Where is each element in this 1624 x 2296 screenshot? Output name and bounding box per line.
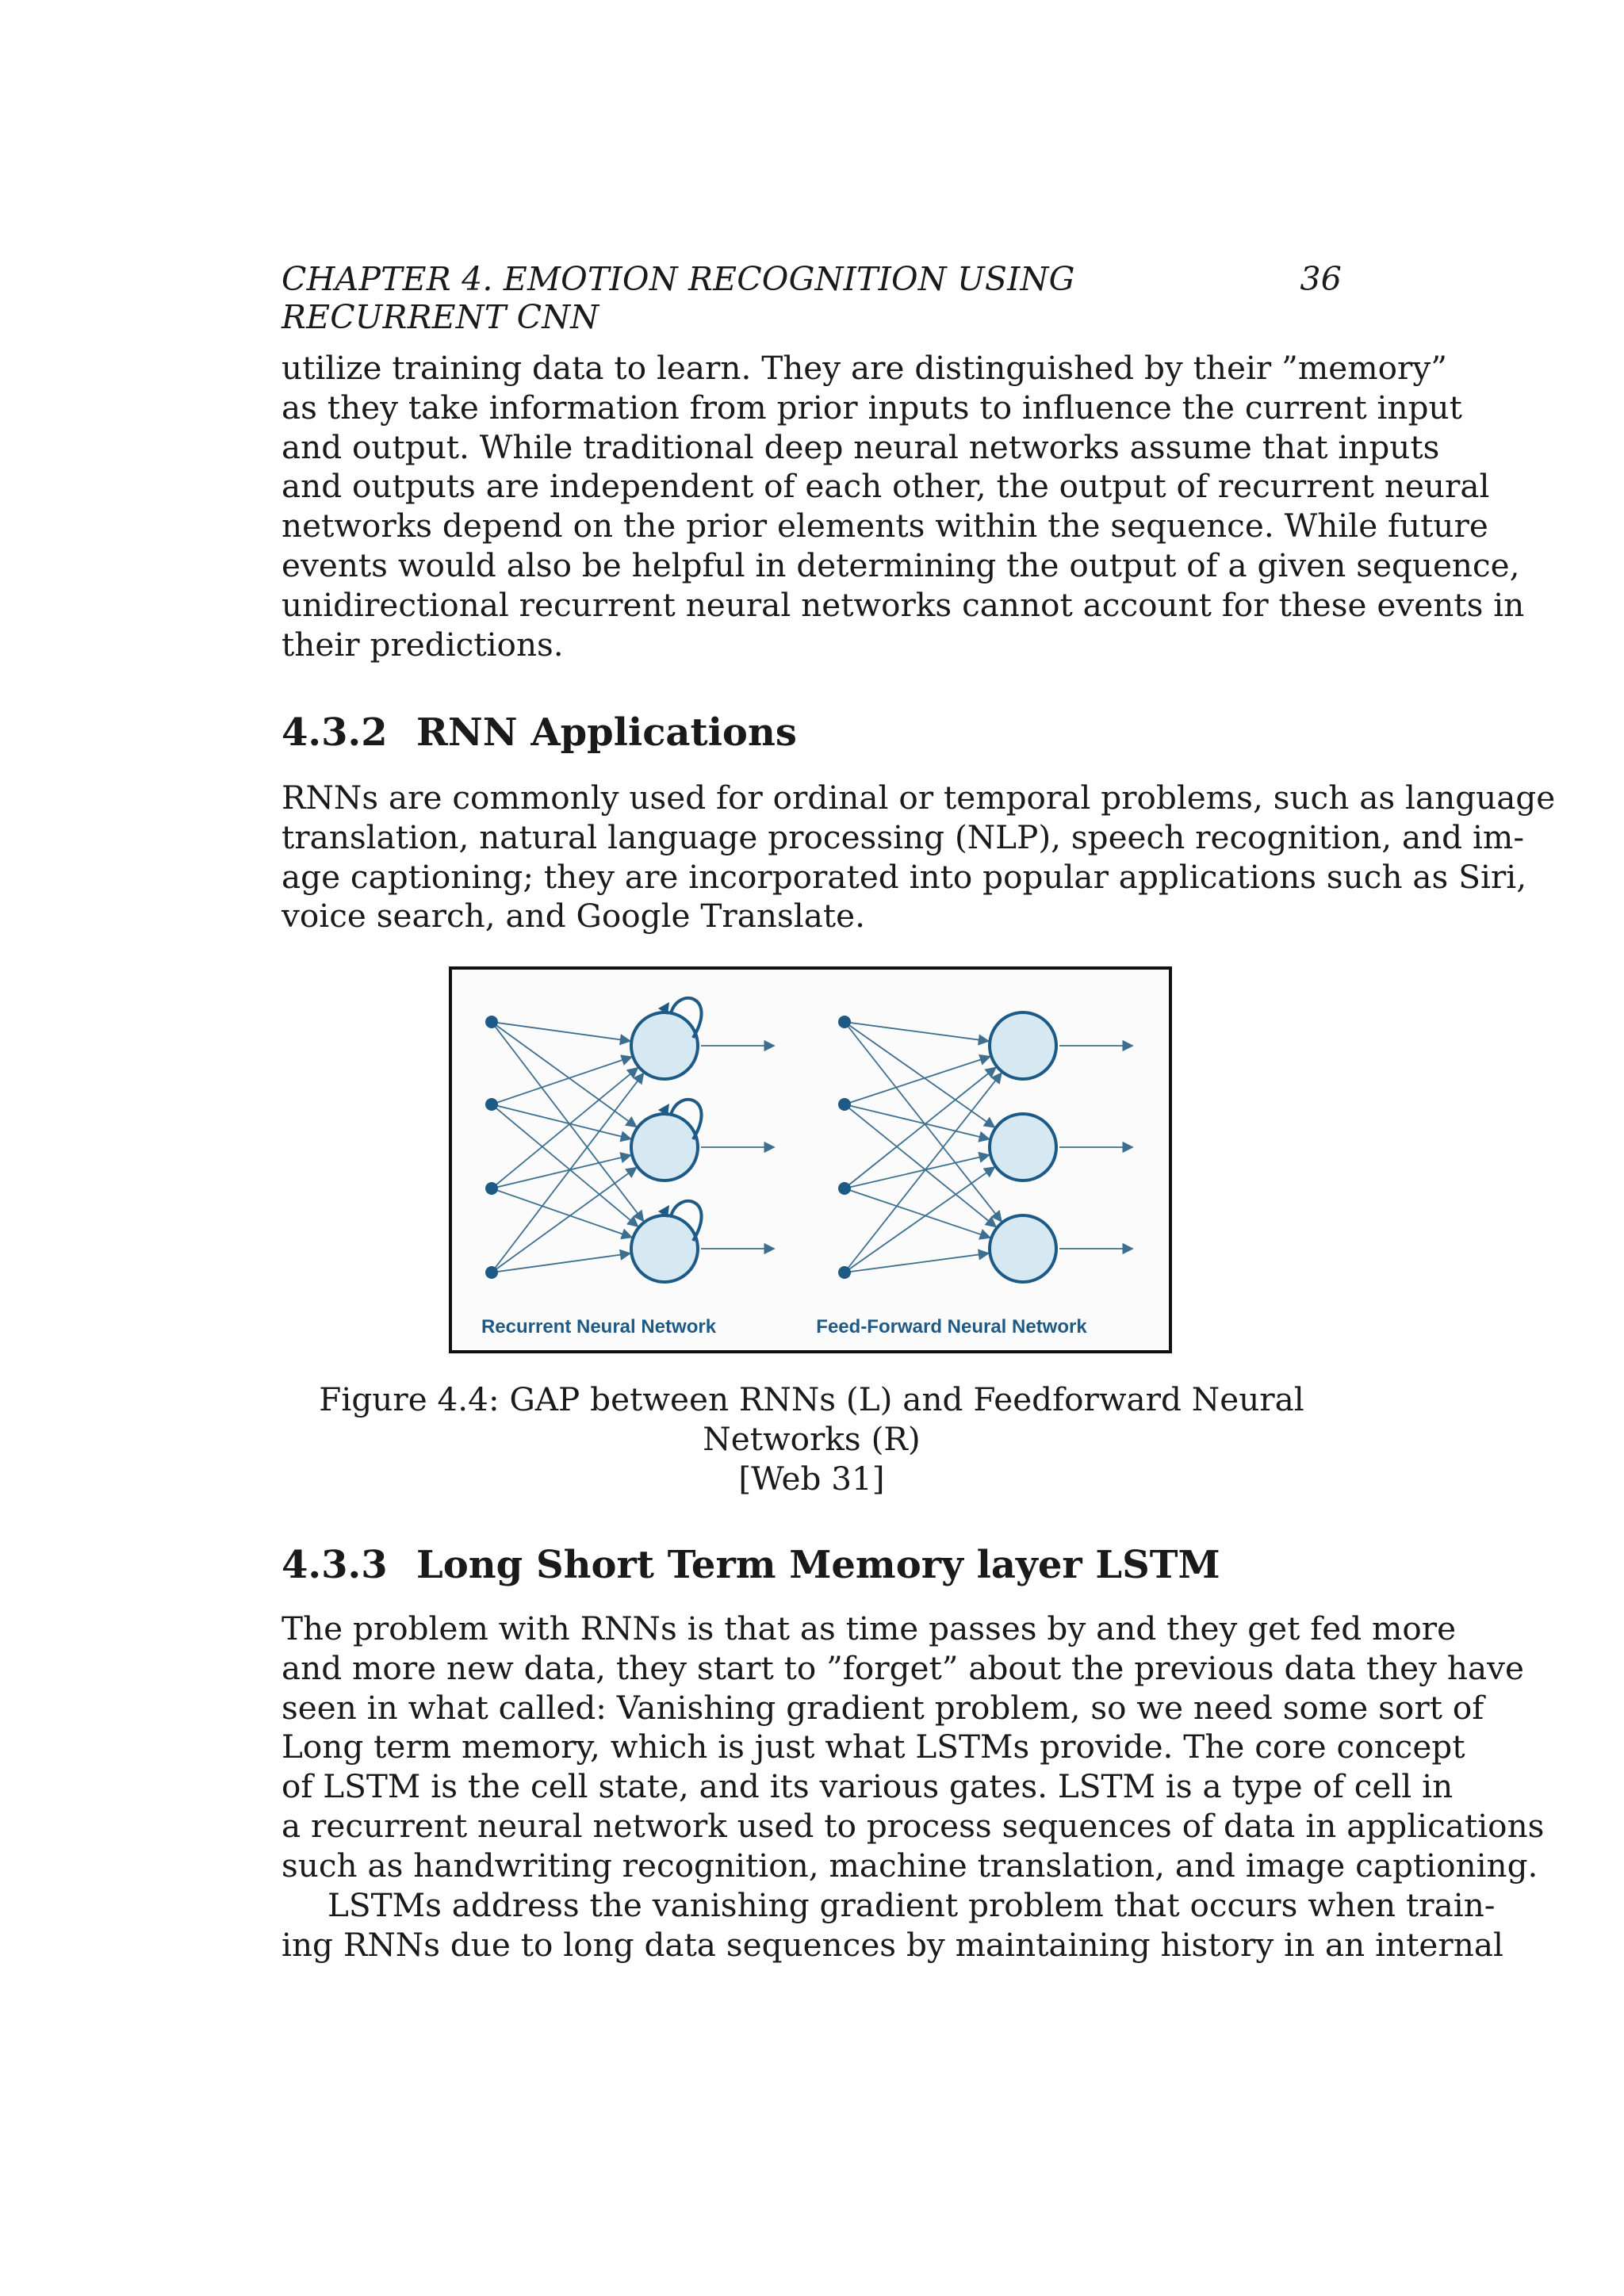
- section-title: Long Short Term Memory layer LSTM: [416, 1543, 1220, 1587]
- rnn-edge: [492, 1253, 630, 1272]
- section-number: 4.3.3: [282, 1543, 388, 1587]
- ffnn-edge: [845, 1057, 990, 1104]
- rnn-hidden-node: [631, 1114, 698, 1181]
- rnn-input-node: [485, 1016, 498, 1028]
- caption-line: Figure 4.4: GAP between RNNs (L) and Feedforward Neural Networks (R): [319, 1380, 1304, 1458]
- ffnn-edge: [845, 1022, 1002, 1221]
- ffnn-edge: [845, 1022, 988, 1041]
- text-line: as they take information from prior inputs to influence the current input: [282, 388, 1462, 427]
- applications-paragraph: [282, 779, 1556, 936]
- ffnn-hidden-node: [990, 1215, 1056, 1282]
- section-title: RNN Applications: [416, 710, 797, 755]
- rnn-hidden-node: [631, 1012, 698, 1079]
- text-line: and outputs are independent of each other, the output of recurrent neural: [282, 467, 1490, 506]
- ffnn-edge: [845, 1253, 988, 1272]
- caption-line: [Web 31]: [738, 1460, 885, 1498]
- rnn-edge: [492, 1073, 643, 1272]
- rnn-hidden-node: [631, 1215, 698, 1282]
- rnn-edge: [492, 1057, 631, 1104]
- rnn-edge: [492, 1022, 643, 1221]
- text-line: LSTMs address the vanishing gradient problem that occurs when train-: [327, 1886, 1496, 1924]
- text-line: Long term memory, which is just what LSTMs provide. The core concept: [282, 1728, 1465, 1766]
- section-heading-4-3-2: [282, 710, 1342, 755]
- section-heading-4-3-3: [282, 1543, 1342, 1587]
- text-line: a recurrent neural network used to process sequences of data in applications: [282, 1806, 1545, 1845]
- figure-rnn-vs-feedforward: [449, 966, 1172, 1353]
- rnn-edge: [492, 1022, 630, 1041]
- page-number: 36: [1300, 260, 1342, 298]
- intro-paragraph: [282, 349, 1525, 664]
- ffnn-edge: [845, 1073, 1002, 1272]
- text-line: networks depend on the prior elements within the sequence. While future: [282, 507, 1488, 545]
- lstm-paragraph-2: [282, 1886, 1503, 1965]
- text-line: ing RNNs due to long data sequences by maintaining history in an internal: [282, 1925, 1503, 1964]
- text-line: seen in what called: Vanishing gradient problem, so we need some sort of: [282, 1688, 1484, 1727]
- rnn-label: Recurrent Neural Network: [481, 1316, 717, 1337]
- rnn-input-node: [485, 1098, 498, 1111]
- text-line: and output. While traditional deep neural networks assume that inputs: [282, 427, 1440, 466]
- figure-caption: [282, 1380, 1342, 1498]
- section-number: 4.3.2: [282, 710, 388, 755]
- text-line: unidirectional recurrent neural networks cannot account for these events in: [282, 585, 1525, 624]
- network-diagram: [452, 970, 1169, 1350]
- text-line: The problem with RNNs is that as time passes by and they get fed more: [282, 1609, 1457, 1647]
- ffnn-label: Feed-Forward Neural Network: [816, 1316, 1087, 1337]
- lstm-paragraph-1: [282, 1609, 1545, 1886]
- ffnn-hidden-node: [990, 1114, 1056, 1181]
- ffnn-input-node: [838, 1098, 851, 1111]
- text-line: and more new data, they start to ”forget” about the previous data they have: [282, 1648, 1524, 1687]
- rnn-input-node: [485, 1182, 498, 1195]
- text-line: utilize training data to learn. They are distinguished by their ”memory”: [282, 349, 1447, 387]
- chapter-title: CHAPTER 4. EMOTION RECOGNITION USING RECURRENT CNN: [282, 260, 1075, 336]
- ffnn-hidden-node: [990, 1012, 1056, 1079]
- running-header: [282, 260, 1342, 336]
- text-line: voice search, and Google Translate.: [282, 897, 865, 936]
- ffnn-edge: [845, 1188, 990, 1238]
- text-line: translation, natural language processing (NLP), speech recognition, and im-: [282, 817, 1525, 856]
- rnn-input-node: [485, 1266, 498, 1279]
- text-line: RNNs are commonly used for ordinal or temporal problems, such as language: [282, 779, 1556, 817]
- rnn-edge: [492, 1188, 631, 1238]
- text-line: such as handwriting recognition, machine translation, and image captioning.: [282, 1846, 1538, 1885]
- text-line: their predictions.: [282, 625, 564, 664]
- text-line: events would also be helpful in determining the output of a given sequence,: [282, 545, 1520, 584]
- ffnn-input-node: [838, 1016, 851, 1028]
- text-line: age captioning; they are incorporated into popular applications such as Siri,: [282, 857, 1527, 896]
- ffnn-input-node: [838, 1182, 851, 1195]
- ffnn-input-node: [838, 1266, 851, 1279]
- text-line: of LSTM is the cell state, and its various gates. LSTM is a type of cell in: [282, 1767, 1454, 1806]
